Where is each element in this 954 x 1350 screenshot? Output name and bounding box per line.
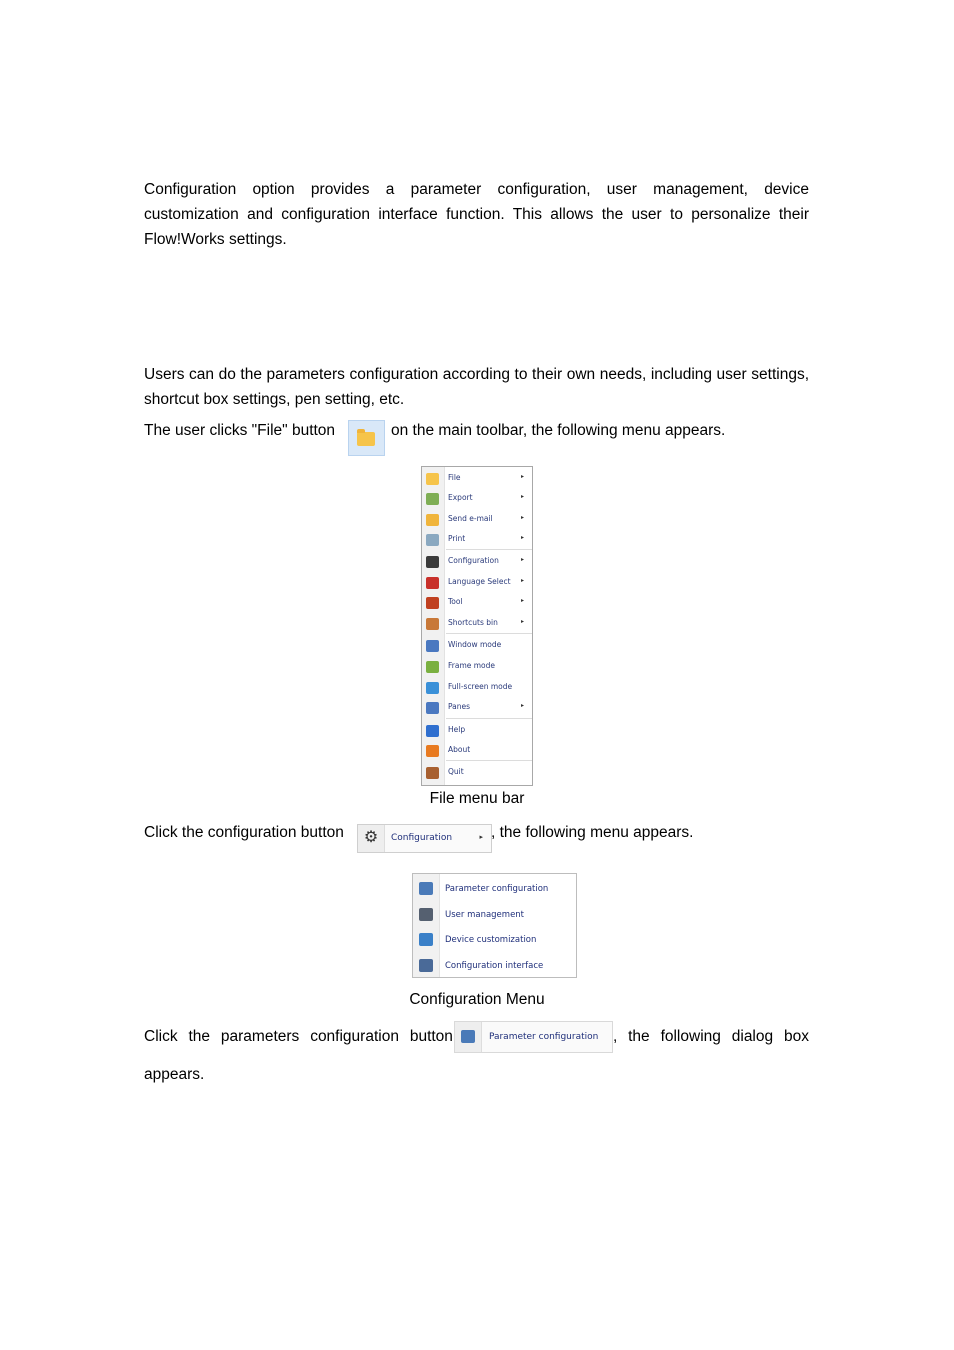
device-icon [419, 933, 433, 946]
mail-icon [426, 514, 439, 526]
chevron-right-icon: ▸ [520, 702, 524, 709]
menu-item-export[interactable] [422, 489, 532, 509]
menu-item-label: Export [448, 493, 473, 502]
config-button-image [357, 824, 492, 853]
menu-item-label: File [448, 473, 461, 482]
menu-item-label: Full-screen mode [448, 682, 513, 691]
word: dialog [731, 1028, 774, 1045]
parameter-config-icon [419, 882, 433, 895]
config-menu-item-label: Device customization [445, 935, 537, 945]
config-click-text-after: , the following menu appears. [491, 824, 694, 841]
word: the [628, 1028, 650, 1045]
file-menu-caption: File menu bar [429, 790, 525, 807]
gear-icon: ⚙ [363, 829, 379, 846]
menu-item-shortcuts-bin[interactable] [422, 614, 532, 634]
intro-paragraph: Configuration option provides a parameter configuration, user management, device customization and configuration interface function. This allows the user to personalize their Flow!Works settings. [144, 181, 809, 248]
menu-item-window-mode[interactable] [422, 636, 532, 656]
param-button-image [454, 1021, 613, 1053]
chevron-right-icon: ▸ [520, 514, 524, 521]
config-menu-item-label: User management [445, 909, 525, 920]
menu-item-configuration[interactable] [422, 552, 532, 572]
config-menu-item-parameter-configuration[interactable] [413, 876, 576, 901]
menu-item-full-screen-mode[interactable] [422, 678, 532, 698]
params-intro-paragraph: Users can do the parameters configuration according to their own needs, including user settings, shortcut box settings, pen setting, etc. [144, 366, 809, 408]
config-menu-item-device-customization[interactable] [413, 927, 576, 952]
config-click-text: Click the configuration button [144, 824, 344, 841]
menu-item-label: Language Select [448, 577, 511, 586]
quit-icon [426, 767, 439, 779]
menu-item-label: Quit [448, 767, 464, 776]
menu-item-label: Panes [448, 702, 471, 711]
param-click-line [144, 1021, 809, 1053]
chevron-right-icon: ▸ [479, 834, 483, 841]
menu-item-label: Send e-mail [448, 514, 493, 523]
chevron-right-icon: ▸ [520, 597, 524, 604]
menu-item-panes[interactable] [422, 698, 532, 718]
menu-item-quit[interactable] [422, 763, 532, 783]
config-menu-item-user-management[interactable] [413, 902, 576, 927]
config-menu-caption: Configuration Menu [409, 991, 545, 1008]
config-button-label: Configuration [391, 833, 453, 843]
menu-item-print[interactable] [422, 530, 532, 550]
configuration-menu [412, 873, 577, 978]
flag-icon [426, 577, 439, 589]
export-icon [426, 493, 439, 505]
menu-item-label: About [448, 745, 471, 754]
config-interface-icon [419, 959, 433, 972]
menu-item-help[interactable] [422, 721, 532, 741]
chevron-right-icon: ▸ [520, 556, 524, 563]
word: configuration [310, 1028, 399, 1045]
tools-icon [426, 597, 439, 609]
menu-item-label: Configuration [448, 556, 499, 565]
word: button [409, 1028, 453, 1045]
config-menu-item-configuration-interface[interactable] [413, 953, 576, 978]
config-menu-item-label: Parameter configuration [445, 884, 549, 894]
chevron-right-icon: ▸ [520, 534, 524, 541]
menu-item-label: Frame mode [448, 661, 496, 670]
folder-icon [357, 432, 375, 446]
fullscreen-icon [426, 682, 439, 694]
menu-item-label: Shortcuts bin [448, 618, 498, 627]
chevron-right-icon: ▸ [520, 493, 524, 500]
window-icon [426, 640, 439, 652]
word: Click [144, 1028, 178, 1045]
menu-item-about[interactable] [422, 741, 532, 761]
param-click-last: appears. [144, 1066, 205, 1083]
word: , [612, 1028, 618, 1045]
users-icon [419, 908, 433, 921]
shortcuts-icon [426, 618, 439, 630]
menu-item-label: Window mode [448, 640, 502, 649]
chevron-right-icon: ▸ [520, 473, 524, 480]
file-button-image [348, 420, 385, 456]
word: following [660, 1028, 721, 1045]
menu-item-language-select[interactable] [422, 573, 532, 593]
menu-separator [446, 718, 532, 719]
frame-icon [426, 661, 439, 673]
parameter-config-icon [461, 1030, 475, 1043]
menu-item-tool[interactable] [422, 593, 532, 613]
folder-icon [426, 473, 439, 485]
word: parameters [220, 1028, 300, 1045]
file-click-text: The user clicks "File" button [144, 422, 336, 439]
menu-item-label: Tool [448, 597, 463, 606]
menu-item-file[interactable] [422, 469, 532, 489]
gear-icon [426, 556, 439, 568]
menu-item-label: Help [448, 725, 466, 734]
file-click-text-after: on the main toolbar, the following menu appears. [391, 422, 726, 439]
help-icon [426, 725, 439, 737]
param-button-label: Parameter configuration [488, 1032, 599, 1042]
word: the [188, 1028, 211, 1045]
menu-item-frame-mode[interactable] [422, 657, 532, 677]
file-menu [421, 466, 533, 786]
word: box [784, 1028, 809, 1045]
chevron-right-icon: ▸ [520, 577, 524, 584]
menu-item-label: Print [448, 534, 466, 543]
config-menu-item-label: Configuration interface [445, 960, 544, 971]
about-icon [426, 745, 439, 757]
chevron-right-icon: ▸ [520, 618, 524, 625]
menu-item-send-e-mail[interactable] [422, 510, 532, 530]
printer-icon [426, 534, 439, 546]
panes-icon [426, 702, 439, 714]
